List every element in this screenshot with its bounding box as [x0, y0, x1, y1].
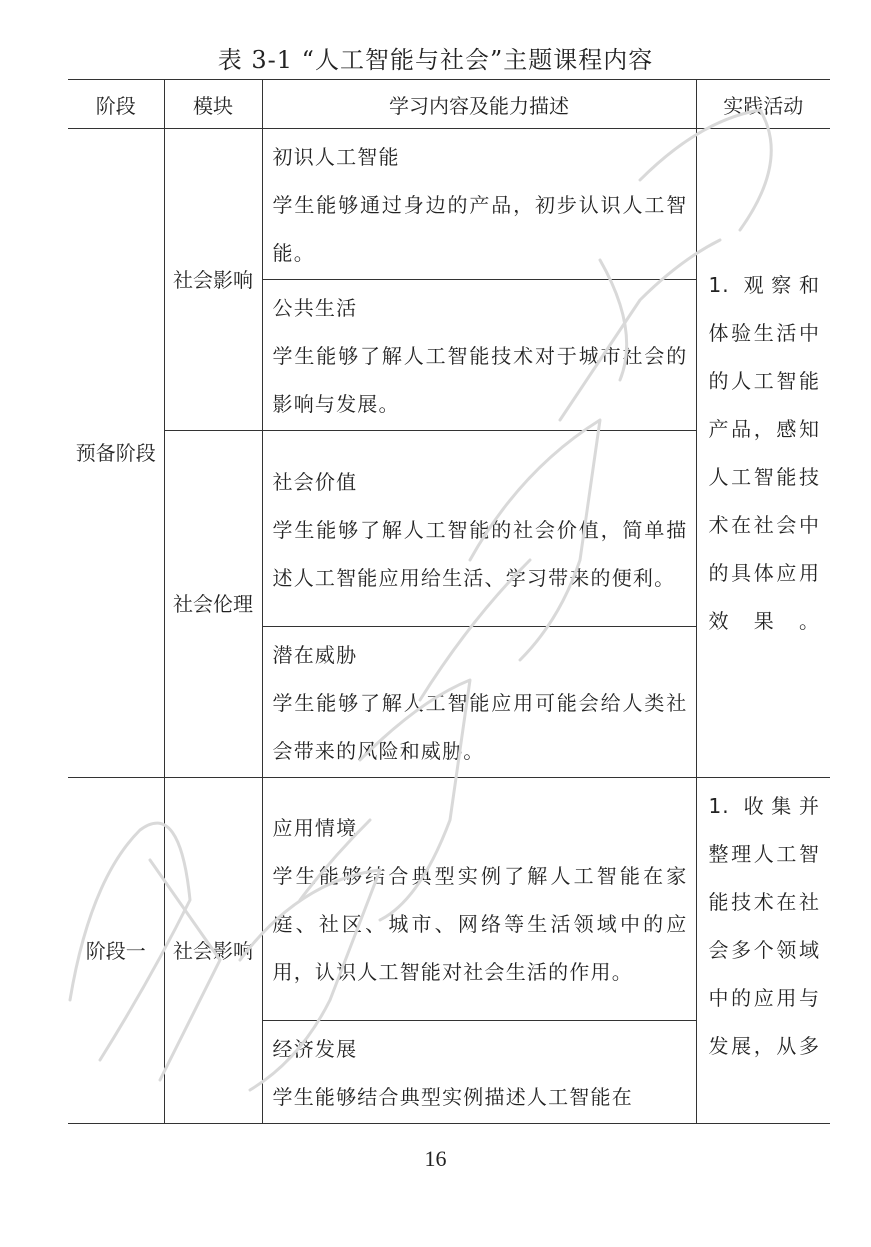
content-cell: [262, 627, 696, 778]
page-number: 16: [424, 1146, 447, 1171]
table-row: [68, 778, 830, 1021]
header-module: 模块: [164, 80, 262, 129]
content-cell: [262, 129, 696, 280]
content-cell: [262, 1021, 696, 1124]
stage-cell: [68, 778, 164, 1124]
content-title: 应用情境: [272, 816, 358, 840]
content-title: 社会价值: [272, 469, 358, 494]
content-description: 学生能够了解人工智能技术对于城市社会的影响与发展。: [272, 344, 688, 416]
content-cell: [262, 778, 696, 1021]
content-title: 公共生活: [272, 296, 358, 320]
stage-label: 预备阶段: [75, 441, 156, 465]
content-title: 经济发展: [272, 1037, 358, 1061]
activity-cell: [696, 129, 830, 778]
content-cell: [262, 280, 696, 431]
content-description: 学生能够通过身边的产品，初步认识人工智能。: [272, 193, 688, 265]
table-header-row: [68, 80, 830, 129]
stage-label: 阶段一: [85, 938, 146, 963]
activity-text: 1. 观察和体验生活中的人工智能产品，感知人工智能技术在社会中的具体应用效果。: [708, 273, 820, 633]
table-row: [68, 129, 830, 280]
activity-text: 1. 收集并整理人工智能技术在社会多个领域中的应用与发展，从多: [708, 794, 820, 1058]
content-description: 学生能够了解人工智能应用可能会给人类社会带来的风险和威胁。: [272, 691, 688, 763]
module-cell: [164, 129, 262, 431]
activity-cell: [696, 778, 830, 1124]
content-title: 潜在威胁: [272, 643, 358, 667]
curriculum-table: [68, 79, 830, 1124]
module-cell: [164, 778, 262, 1124]
header-content: 学习内容及能力描述: [262, 80, 696, 129]
content-description: 学生能够了解人工智能的社会价值，简单描述人工智能应用给生活、学习带来的便利。: [272, 517, 688, 590]
content-cell: [262, 431, 696, 627]
header-stage: 阶段: [68, 80, 164, 129]
module-label: 社会影响: [173, 938, 253, 963]
content-description: 学生能够结合典型实例描述人工智能在: [272, 1085, 633, 1109]
header-activity: 实践活动: [696, 80, 830, 129]
module-label: 社会影响: [173, 267, 253, 292]
table-caption: 表 3-1 “人工智能与社会”主题课程内容: [217, 46, 654, 74]
module-cell: [164, 431, 262, 778]
stage-cell: [68, 129, 164, 778]
content-description: 学生能够结合典型实例了解人工智能在家庭、社区、城市、网络等生活领域中的应用，认识人工智能对社会生活的作用。: [272, 864, 688, 984]
content-title: 初识人工智能: [272, 145, 400, 169]
module-label: 社会伦理: [173, 592, 253, 616]
